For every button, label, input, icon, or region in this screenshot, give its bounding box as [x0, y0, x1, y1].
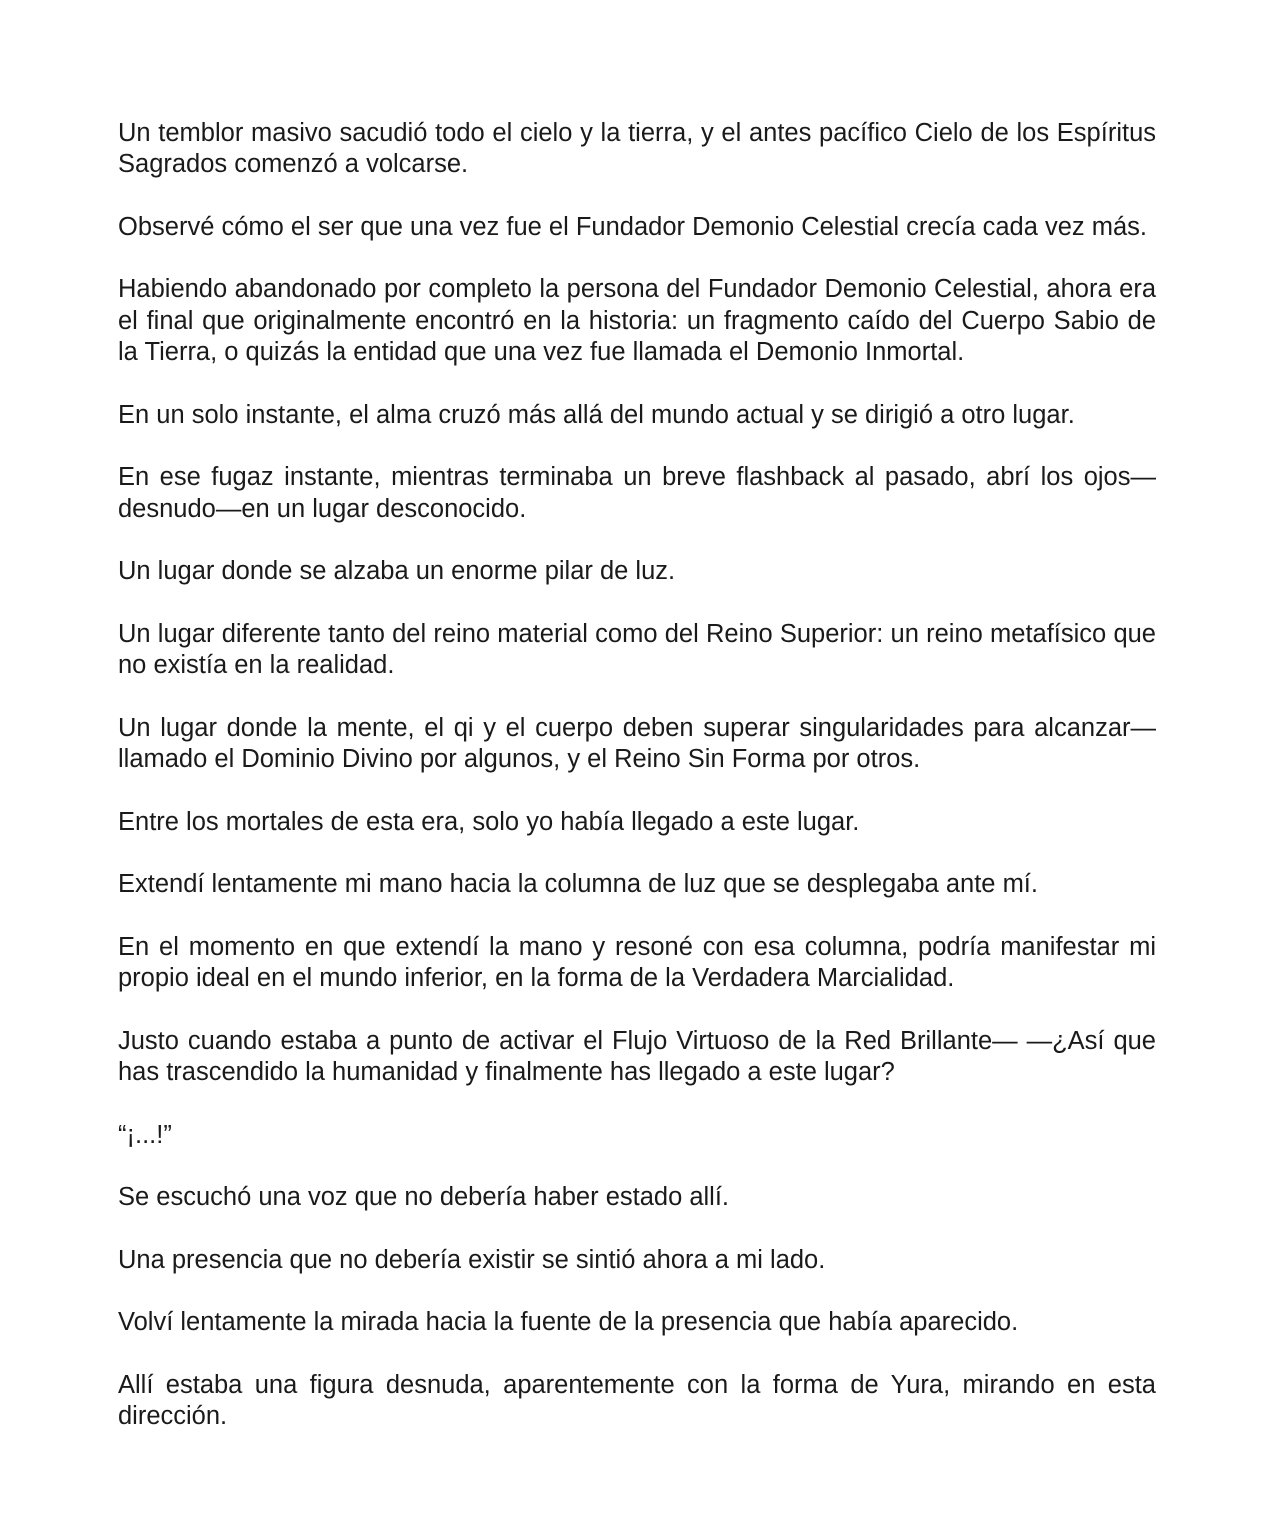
paragraph: Una presencia que no debería existir se sintió ahora a mi lado.	[118, 1245, 826, 1274]
paragraph: Un lugar donde se alzaba un enorme pilar de luz.	[118, 557, 676, 586]
paragraph: Extendí lentamente mi mano hacia la columna de luz que se desplegaba ante mí.	[118, 870, 1038, 899]
paragraph: Un lugar diferente tanto del reino material como del Reino Superior: un reino metafísico que no existía en la realidad.	[118, 619, 1156, 680]
paragraph: Entre los mortales de esta era, solo yo había llegado a este lugar.	[118, 807, 860, 836]
paragraph: “¡...!”	[118, 1120, 172, 1149]
document-page	[118, 118, 1156, 1432]
paragraph: Justo cuando estaba a punto de activar el Flujo Virtuoso de la Red Brillante— —¿Así que has trascendido la humanidad y finalmente has llegado a este lugar?	[118, 1026, 1156, 1086]
paragraph: En ese fugaz instante, mientras terminaba un breve flashback al pasado, abrí los ojos—desnudo—en un lugar desconocido.	[118, 463, 1156, 523]
paragraph: Un temblor masivo sacudió todo el cielo y la tierra, y el antes pacífico Cielo de los Espíritus Sagrados comenzó a volcarse.	[118, 119, 1156, 179]
paragraph: En el momento en que extendí la mano y resoné con esa columna, podría manifestar mi propio ideal en el mundo inferior, en la forma de la Verdadera Marcialidad.	[118, 932, 1156, 993]
paragraph: Allí estaba una figura desnuda, aparentemente con la forma de Yura, mirando en esta dirección.	[118, 1370, 1156, 1431]
paragraph: Observé cómo el ser que una vez fue el Fundador Demonio Celestial crecía cada vez más.	[118, 212, 1148, 241]
paragraph: Se escuchó una voz que no debería haber estado allí.	[118, 1183, 730, 1212]
paragraph: Un lugar donde la mente, el qi y el cuerpo deben superar singularidades para alcanzar—llamado el Dominio Divino por algunos, y el Reino Sin Forma por otros.	[118, 713, 1156, 773]
paragraph: En un solo instante, el alma cruzó más allá del mundo actual y se dirigió a otro lugar.	[118, 400, 1075, 429]
paragraph: Habiendo abandonado por completo la persona del Fundador Demonio Celestial, ahora era el final que originalmente encontró en la historia: un fragmento caído del Cuerpo Sabio de la Tierra, o quizás la entidad que una vez fue llamada el Demonio Inmortal.	[118, 275, 1156, 367]
paragraph: Volví lentamente la mirada hacia la fuente de la presencia que había aparecido.	[118, 1308, 1019, 1337]
